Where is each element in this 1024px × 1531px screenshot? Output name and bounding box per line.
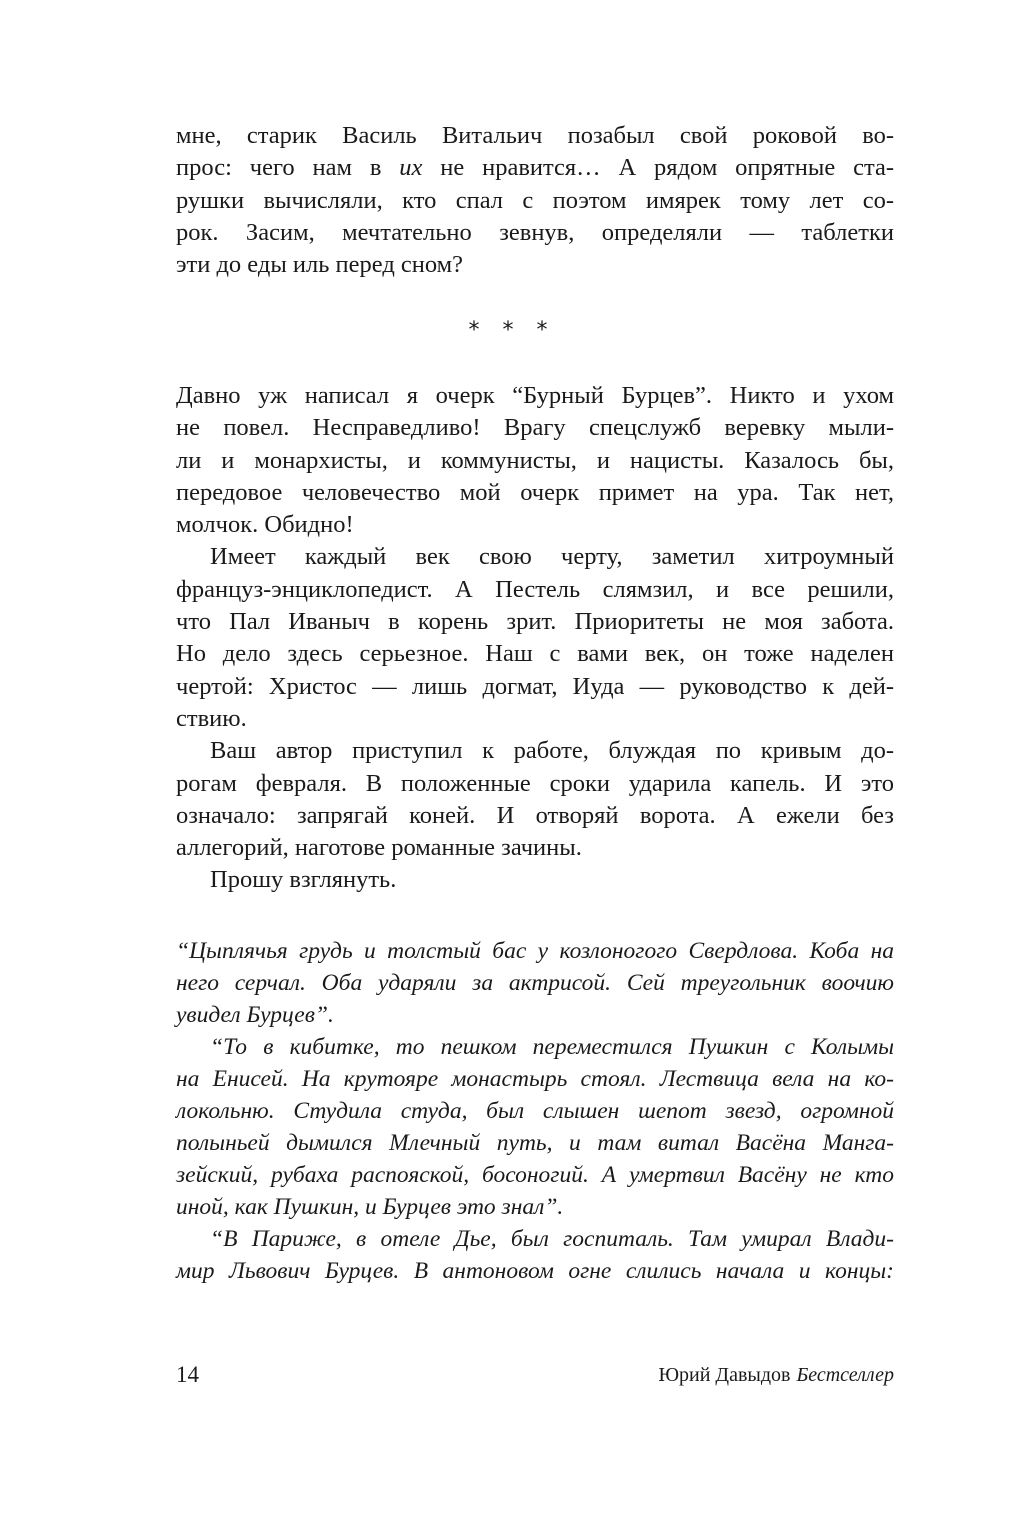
text-line: рок. Засим, мечтательно зевнув, определяли — таблетки [176,218,894,246]
quote-paragraph [176,1223,894,1287]
text-line: Имеет каждый век свою черту, заметил хитроумный [210,543,894,571]
text-line: зейский, рубаха распояской, босоногий. А умертвил Васёну не кто [176,1162,894,1188]
text-line: “Цыплячья грудь и толстый бас у козлоногого Свердлова. Коба на [176,938,894,964]
text-line: означало: запрягай коней. И отворяй ворота. А ежели без [176,801,894,829]
text-line: иной, как Пушкин, и Бурцев это знал”. [176,1194,564,1220]
paragraph [176,735,894,864]
paragraph [176,541,894,735]
quoted-drafts [176,935,894,1287]
text-line: не повел. Несправедливо! Врагу спецслужб веревку мыли- [176,414,894,442]
text-line: “В Париже, в отеле Дье, был госпиталь. Там умирал Влади- [210,1226,894,1252]
text-line: рогам февраля. В положенные сроки ударила капель. И это [176,769,894,797]
text-line: молчок. Обидно! [176,511,354,539]
text-line: Прошу взглянуть. [210,866,397,894]
footer-author: Юрий Давыдов [658,1364,791,1386]
quote-paragraph [176,935,894,1031]
text-line: ствию. [176,704,247,732]
text-line: него серчал. Оба ударяли за актрисой. Сей треугольник воочию [176,970,894,996]
paragraph-continuation [176,120,894,281]
paragraph [176,864,894,896]
text-line: полыньей дымился Млечный путь, и там витал Васёна Манга- [176,1130,894,1156]
text-line: эти до еды иль перед сном? [176,251,464,279]
text-line: “То в кибитке, то пешком переместился Пушкин с Колымы [210,1034,894,1060]
text-line [176,152,894,184]
emphasized-word: их [399,154,423,182]
footer-book-title: Бестселлер [796,1364,894,1386]
text-line: передовое человечество мой очерк примет на ура. Так нет, [176,478,894,506]
text-line: аллегорий, наготове романные зачины. [176,834,582,862]
text-line: чертой: Христос — лишь догмат, Иуда — руководство к дей- [176,672,894,700]
page-number: 14 [176,1362,199,1387]
text-line: Давно уж написал я очерк “Бурный Бурцев”. Никто и ухом [176,382,894,409]
paragraph [176,380,894,541]
text-line: локольню. Студила студа, был слышен шепот звезд, огромной [176,1098,894,1124]
text-line: рушки вычисляли, кто спал с поэтом имярек тому лет со- [176,186,894,214]
text-line: Ваш автор приступил к работе, блуждая по кривым до- [210,737,894,765]
text-line: увидел Бурцев”. [176,1002,334,1028]
text-line: мне, старик Василь Витальич позабыл свой роковой во- [176,122,894,149]
text-line: мир Львович Бурцев. В антоновом огне слились начала и концы: [176,1258,894,1284]
text-line: на Енисей. На крутояре монастырь стоял. Лествица вела на ко- [176,1066,894,1092]
main-text [176,380,894,897]
quote-paragraph [176,1031,894,1223]
section-separator: * * * [468,318,556,343]
text-line: француз-энциклопедист. А Пестель слямзил, и все решили, [176,575,894,603]
text-line: что Пал Иваныч в корень зрит. Приоритеты не моя забота. [176,608,894,636]
text-line-content: прос: чего нам в их не нравится… А рядом опрятные ста- [176,154,894,182]
text-line: Но дело здесь серьезное. Наш с вами век, он тоже наделен [176,640,894,668]
text-line: ли и монархисты, и коммунисты, и нацисты. Казалось бы, [176,446,894,474]
running-footer [658,1364,894,1387]
